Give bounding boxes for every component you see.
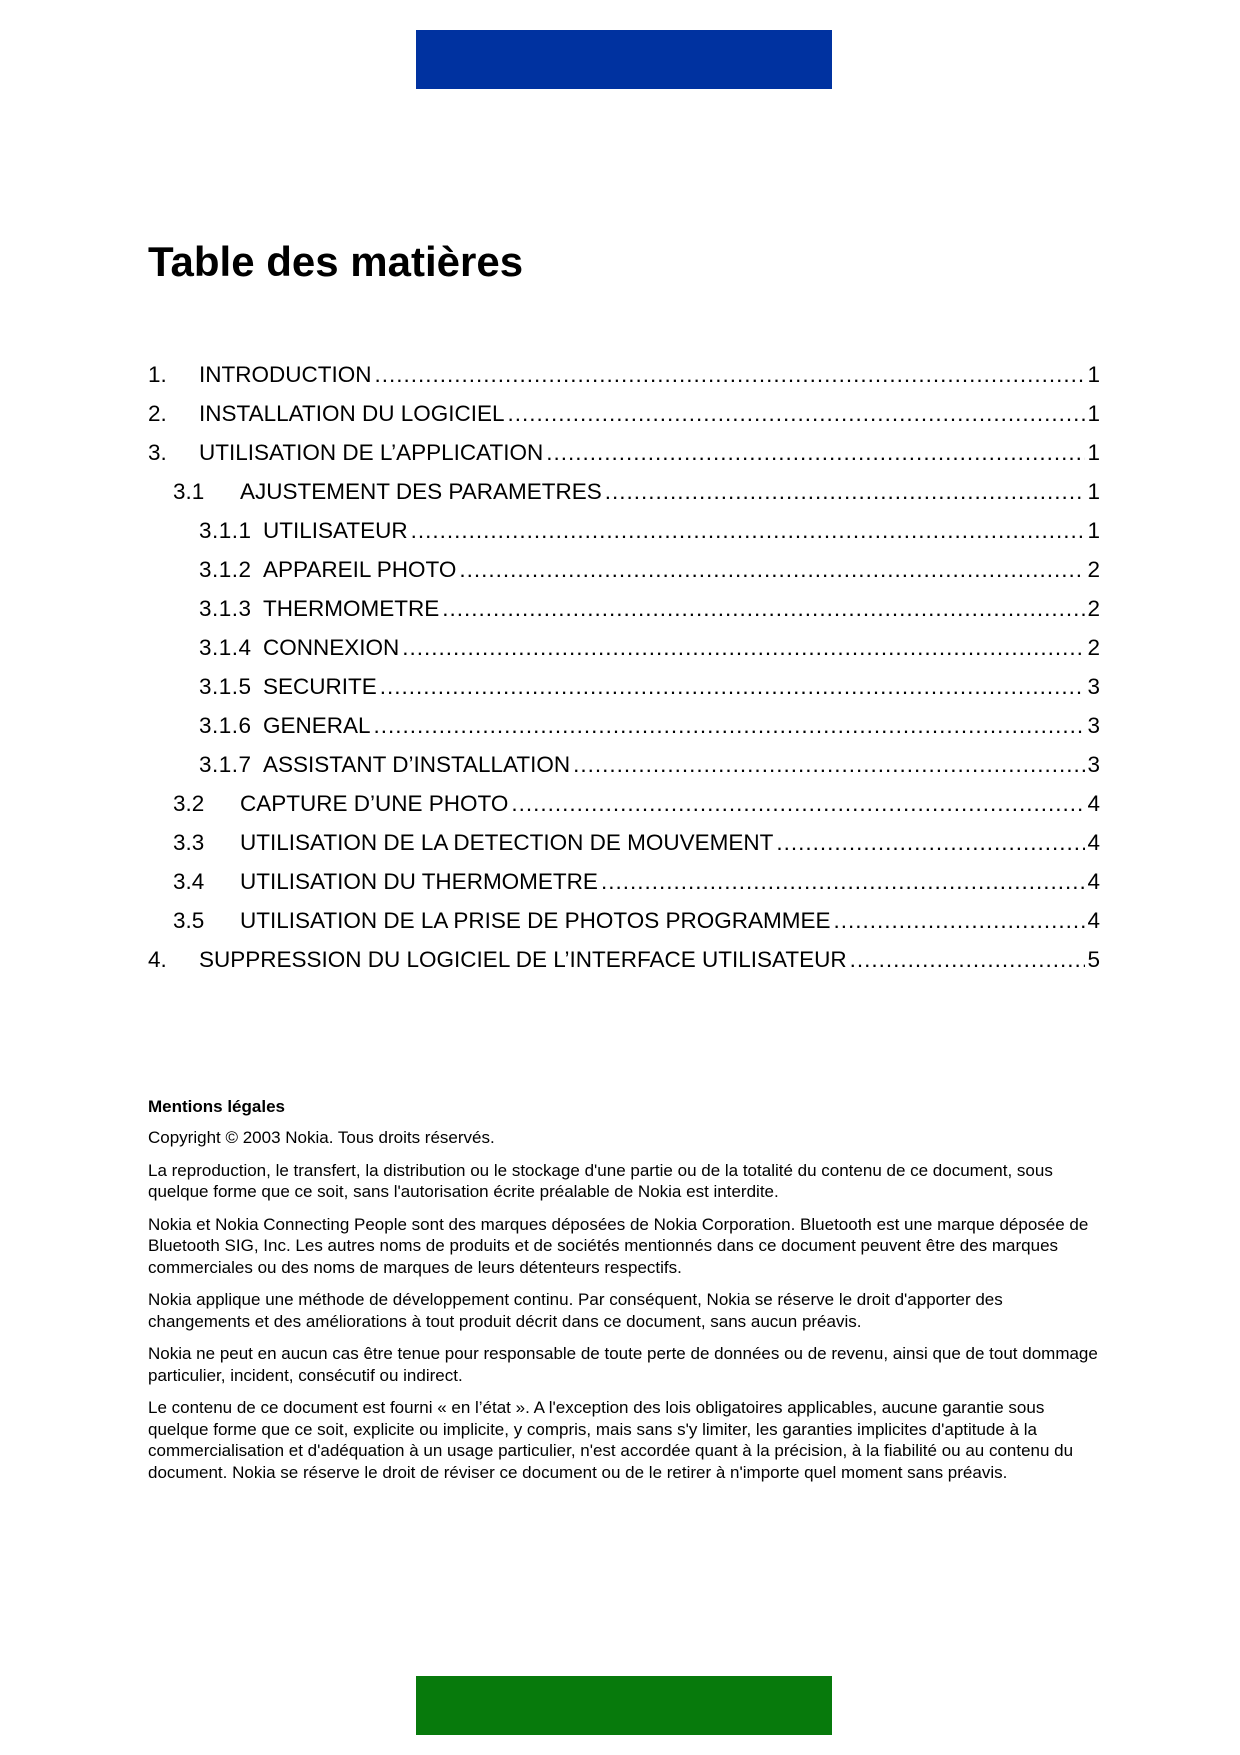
table-of-contents xyxy=(148,355,1100,979)
toc-entry-title: CONNEXION xyxy=(263,635,400,660)
toc-entry-number: 3.3 xyxy=(173,830,205,855)
toc-entry[interactable] xyxy=(148,823,1100,862)
toc-entry[interactable] xyxy=(148,472,1100,511)
toc-dot-leader xyxy=(776,823,1085,862)
toc-dot-leader xyxy=(459,550,1085,589)
toc-entry-number: 3.1.4 xyxy=(199,635,252,660)
toc-entry-number: 3.1.6 xyxy=(199,713,252,738)
toc-entry-page: 2 xyxy=(1087,596,1100,621)
toc-entry-number: 3.1 xyxy=(173,479,205,504)
toc-entry-title: SECURITE xyxy=(263,674,377,699)
toc-entry-title: AJUSTEMENT DES PARAMETRES xyxy=(240,479,602,504)
toc-entry-title: GENERAL xyxy=(263,713,371,738)
toc-dot-leader xyxy=(508,394,1086,433)
toc-entry-page: 5 xyxy=(1087,947,1100,972)
toc-entry-number: 3.1.2 xyxy=(199,557,252,582)
toc-dot-leader xyxy=(573,745,1085,784)
toc-entry-number: 3. xyxy=(148,440,167,465)
toc-entry-page: 4 xyxy=(1087,869,1100,894)
legal-notice xyxy=(148,1096,1098,1494)
toc-dot-leader xyxy=(411,511,1086,550)
toc-entry-title: INSTALLATION DU LOGICIEL xyxy=(199,401,505,426)
toc-entry[interactable] xyxy=(148,940,1100,979)
header-blue-bar xyxy=(416,30,832,89)
toc-dot-leader xyxy=(375,355,1086,394)
legal-trademarks: Nokia et Nokia Connecting People sont des marques déposées de Nokia Corporation. Bluetooth est une marque déposée de Bluetooth SIG, Inc. Les autres noms de produits et de sociétés mentionnés dans ce document peuvent être des marques commerciales ou des noms de marques de leurs détenteurs respectifs. xyxy=(148,1214,1089,1277)
toc-entry-number: 3.1.3 xyxy=(199,596,252,621)
toc-entry[interactable] xyxy=(148,355,1100,394)
toc-entry-page: 4 xyxy=(1087,830,1100,855)
legal-title: Mentions légales xyxy=(148,1097,285,1116)
toc-entry-number: 3.1.5 xyxy=(199,674,252,699)
toc-entry-number: 3.2 xyxy=(173,791,205,816)
toc-entry-page: 2 xyxy=(1087,557,1100,582)
toc-entry-page: 3 xyxy=(1087,713,1100,738)
toc-entry[interactable] xyxy=(148,784,1100,823)
toc-entry-page: 2 xyxy=(1087,635,1100,660)
toc-entry-number: 3.1.1 xyxy=(199,518,252,543)
toc-entry-number: 3.4 xyxy=(173,869,205,894)
toc-entry[interactable] xyxy=(148,511,1100,550)
toc-entry-number: 3.1.7 xyxy=(199,752,252,777)
toc-entry-page: 4 xyxy=(1087,791,1100,816)
toc-dot-leader xyxy=(402,628,1085,667)
legal-liability: Nokia ne peut en aucun cas être tenue pour responsable de toute perte de données ou de revenu, ainsi que de tout dommage particulier, incident, consécutif ou indirect. xyxy=(148,1344,1098,1385)
toc-dot-leader xyxy=(546,433,1085,472)
toc-entry-title: THERMOMETRE xyxy=(263,596,440,621)
toc-entry[interactable] xyxy=(148,745,1100,784)
toc-entry-number: 4. xyxy=(148,947,167,972)
toc-dot-leader xyxy=(605,472,1086,511)
legal-development: Nokia applique une méthode de développement continu. Par conséquent, Nokia se réserve le droit d'apporter des changements et des améliorations à tout produit décrit dans ce document, sans aucun préavis. xyxy=(148,1290,1003,1331)
toc-entry-title: UTILISATION DE LA PRISE DE PHOTOS PROGRAMMEE xyxy=(240,908,831,933)
toc-entry[interactable] xyxy=(148,706,1100,745)
toc-entry[interactable] xyxy=(148,628,1100,667)
toc-entry-title: ASSISTANT D’INSTALLATION xyxy=(263,752,571,777)
toc-entry-title: SUPPRESSION DU LOGICIEL DE L’INTERFACE UTILISATEUR xyxy=(199,947,847,972)
toc-dot-leader xyxy=(374,706,1086,745)
page-title: Table des matières xyxy=(148,238,524,285)
toc-entry-page: 3 xyxy=(1087,752,1100,777)
toc-dot-leader xyxy=(601,862,1086,901)
legal-warranty: Le contenu de ce document est fourni « en l’état ». A l'exception des lois obligatoires applicables, aucune garantie sous quelque forme que ce soit, explicite ou implicite, y compris, mais sans s'y limiter, les garanties implicites d'aptitude à la commercialisation et d'adéquation à un usage particulier, n'est accordée quant à la précision, à la fiabilité ou au contenu du document. Nokia se réserve le droit de réviser ce document ou de le retirer à n'importe quel moment sans préavis. xyxy=(148,1398,1074,1482)
toc-dot-leader xyxy=(442,589,1085,628)
toc-entry-page: 3 xyxy=(1087,674,1100,699)
toc-entry-title: UTILISATION DE LA DETECTION DE MOUVEMENT xyxy=(240,830,774,855)
toc-entry-page: 1 xyxy=(1087,440,1100,465)
toc-entry[interactable] xyxy=(148,550,1100,589)
footer-green-bar xyxy=(416,1676,832,1735)
toc-entry-title: CAPTURE D’UNE PHOTO xyxy=(240,791,509,816)
toc-entry-title: UTILISATION DE L’APPLICATION xyxy=(199,440,544,465)
toc-entry-title: UTILISATION DU THERMOMETRE xyxy=(240,869,598,894)
toc-entry[interactable] xyxy=(148,394,1100,433)
toc-entry[interactable] xyxy=(148,667,1100,706)
toc-dot-leader xyxy=(511,784,1085,823)
toc-dot-leader xyxy=(850,940,1086,979)
toc-entry-page: 4 xyxy=(1087,908,1100,933)
legal-reproduction: La reproduction, le transfert, la distribution ou le stockage d'une partie ou de la totalité du contenu de ce document, sous quelque forme que ce soit, sans l'autorisation écrite préalable de Nokia est interdite. xyxy=(148,1160,1053,1201)
toc-entry-title: APPAREIL PHOTO xyxy=(263,557,457,582)
toc-entry-page: 1 xyxy=(1087,401,1100,426)
toc-entry-number: 1. xyxy=(148,362,167,387)
toc-entry[interactable] xyxy=(148,433,1100,472)
toc-entry-page: 1 xyxy=(1087,518,1100,543)
toc-entry[interactable] xyxy=(148,901,1100,940)
toc-entry-title: UTILISATEUR xyxy=(263,518,408,543)
toc-dot-leader xyxy=(834,901,1086,940)
toc-entry[interactable] xyxy=(148,589,1100,628)
toc-entry-title: INTRODUCTION xyxy=(199,362,372,387)
toc-entry-page: 1 xyxy=(1087,479,1100,504)
toc-entry-number: 3.5 xyxy=(173,908,205,933)
toc-entry-number: 2. xyxy=(148,401,167,426)
toc-entry[interactable] xyxy=(148,862,1100,901)
toc-dot-leader xyxy=(380,667,1086,706)
legal-copyright: Copyright © 2003 Nokia. Tous droits réservés. xyxy=(148,1128,495,1147)
toc-entry-page: 1 xyxy=(1087,362,1100,387)
